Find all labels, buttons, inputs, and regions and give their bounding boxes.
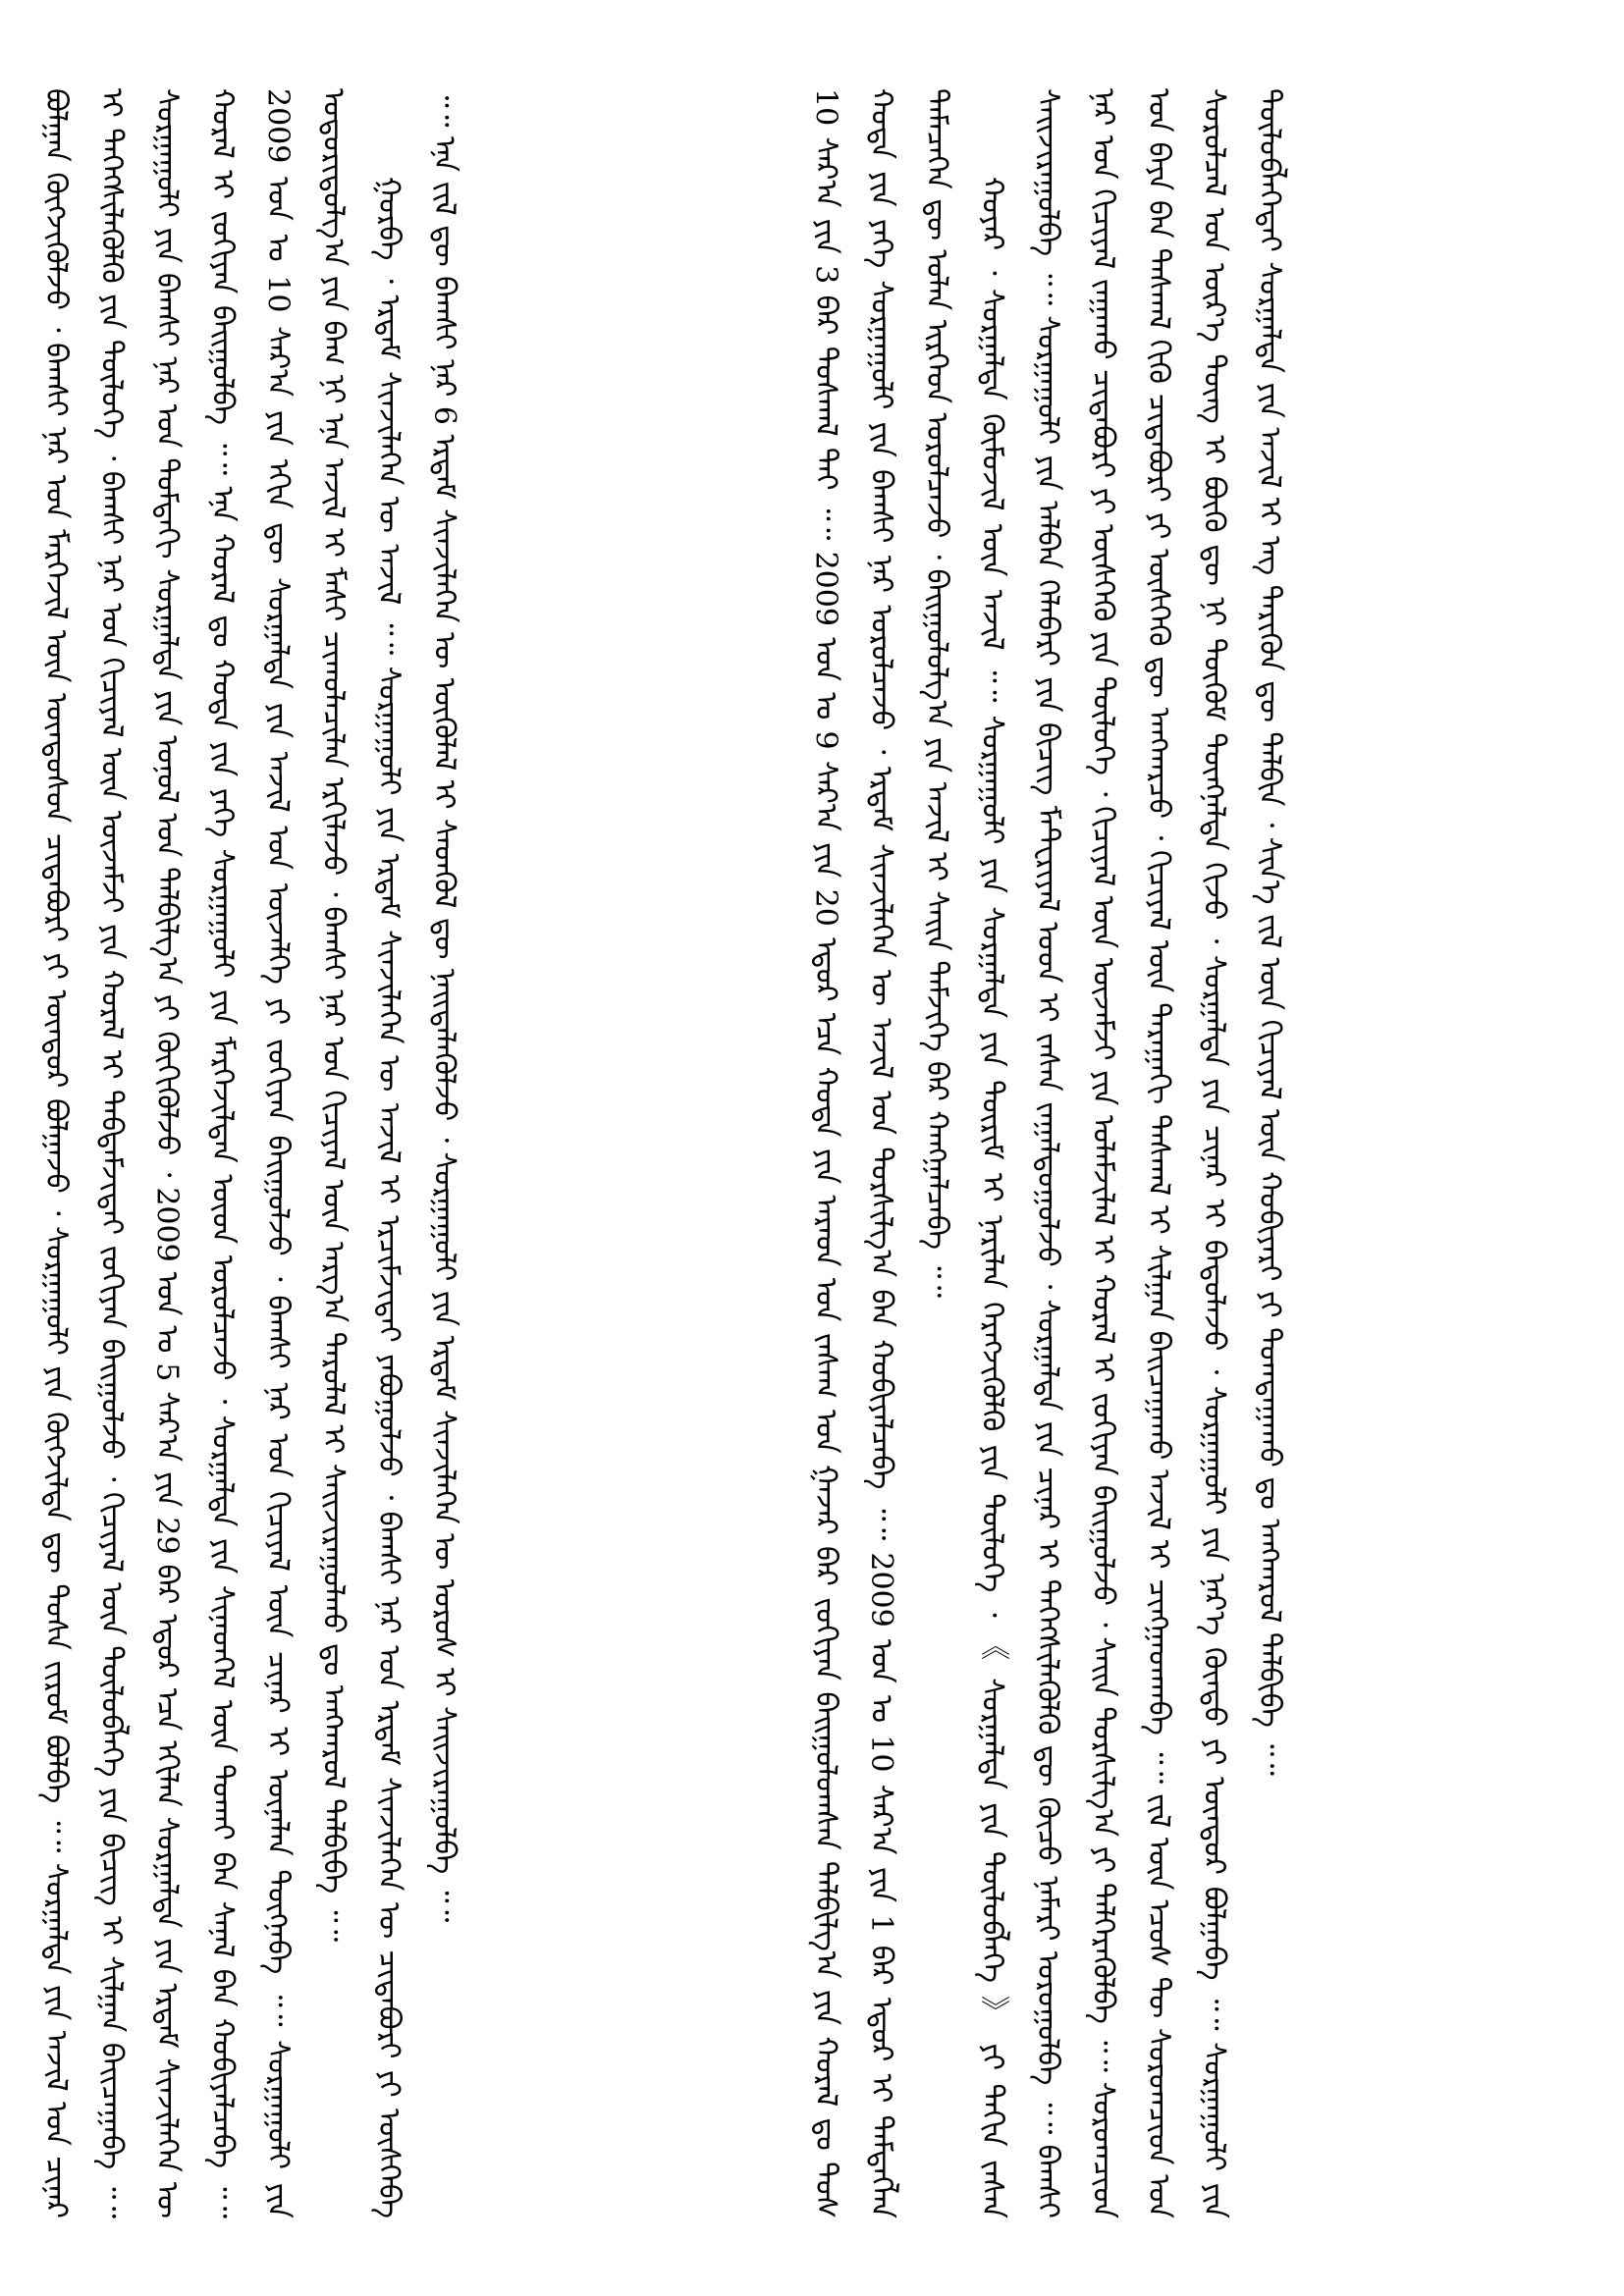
paragraph-left-2: ᠭᠤᠷᠪᠠ ᠂ ᠡᠷᠳᠡᠮ ᠰᠢᠨᠵᠢᠯᠡᠭᠡᠨ ᠦ ᠠᠵᠢᠯ ᠃᠃ ᠰᠤᠷᠭᠠᠭᠤᠯᠢ ᠶᠢᠨ ᠡᠷᠳᠡᠮ ᠰᠢᠨᠵᠢᠯᠡᠭᠡᠨ ᠦ ᠠᠵᠢᠯ ᠢ ᠡᠷᠴᠢᠮᠵᠢᠲᠡᠢ ᠶᠠᠪᠤᠭᠤᠯᠵᠤ ᠂ ᠪᠠᠭᠰᠢ ᠨᠠᠷ ᠤᠨ ᠡᠷᠳᠡᠮ ᠰᠢᠨᠵᠢᠯᠡᠭᠡᠨ ᠦ ᠴᠢᠳᠠᠪᠤᠷᠢ ᠶᠢ ᠥᠰᠬᠡᠪᠡ ᠃᠃ ᠡᠨᠡ ᠵᠢᠯ ᠳᠦ ᠪᠠᠭᠰᠢ ᠨᠠᠷ 6 ᠡᠷᠳᠡᠮ ᠰᠢᠨᠵᠢᠯᠡᠭᠡᠨ ᠦ ᠥᠭᠦᠯᠡᠯ ᠢ ᠰᠡᠳᠬᠦᠯ ᠳᠦ ᠨᠡᠢᠲᠡᠯᠡᠭᠦᠯᠵᠦ ᠂ ᠰᠤᠷᠭᠠᠭᠤᠯᠢ ᠶᠢᠨ ᠡᠷᠳᠡᠮ ᠰᠢᠨᠵᠢᠯᠡᠭᠡᠨ ᠦ ᠤᠷᠤᠰ ᠢ ᠰᠠᠢᠵᠢᠷᠠᠭᠤᠯᠪᠠ ᠃᠃ [371,88,461,2218]
text-column-right [797,88,1543,2218]
paragraph-left-1: ᠪᠣᠯᠭᠠᠨ ᠬᠥᠭᠵᠢᠭᠦᠯᠵᠦ ᠂ ᠪᠠᠭᠰᠢ ᠨᠠᠷ ᠤᠨ ᠮᠡᠷᠭᠡᠵᠢᠯ ᠦᠨ ᠦᠨᠳᠦᠰᠦᠨ ᠴᠢᠳᠠᠪᠤᠷᠢ ᠶᠢ ᠥᠨᠳᠦᠷ ᠪᠣᠯᠭᠠᠵᠤ ᠂ ᠰᠤᠷᠭᠠᠭᠤᠯᠢ ᠶᠢᠨ ᠬᠥᠭᠵᠢᠯᠲᠡ ᠳᠦ ᠲᠤᠰᠠ ᠵᠢᠷᠤᠮ ᠪᠣᠯᠪᠠ ᠃᠃ ᠰᠤᠷᠭᠠᠯᠲᠠ ᠶᠢᠨ ᠠᠵᠢᠯ ᠤᠨ ᠴᠢᠨᠠᠷ ᠢ ᠳᠡᠭᠡᠭᠰᠢᠯᠡᠭᠦᠯᠬᠦ ᠶᠢᠨ ᠲᠥᠯᠥᠭᠡ ᠂ ᠪᠠᠭᠰᠢ ᠨᠠᠷ ᠤᠨ ᠬᠢᠴᠢᠶᠡᠯ ᠦᠨ ᠦᠵᠡᠮᠵᠢ ᠶᠢᠨ ᠬᠤᠷᠠᠯ ᠢ ᠳᠠᠪᠲᠠᠮᠵᠢᠲᠠᠢ ᠵᠣᠬᠢᠶᠠᠨ ᠪᠠᠢᠭᠤᠯᠵᠤ ᠂ ᠬᠢᠴᠢᠶᠡᠯ ᠦᠨ ᠲᠥᠯᠥᠪᠯᠡᠭᠡ ᠶᠢᠨ ᠪᠢᠴᠢᠭ ᠢ ᠰᠢᠯᠭᠠᠨ ᠪᠠᠢᠴᠠᠭᠠᠪᠠ ᠃᠃ ᠰᠤᠷᠭᠠᠭᠤᠯᠢ ᠶᠢᠨ ᠪᠠᠭᠰᠢ ᠨᠠᠷ ᠤᠨ ᠳᠤᠮᠳᠠᠬᠢ ᠰᠤᠷᠭᠠᠯᠲᠠ ᠶᠢᠨ ᠣᠨᠤᠯ ᠤᠨ ᠲᠠᠯᠪᠢᠯᠭ᠎ᠠ ᠶᠢ ᠬᠥᠬᠢᠭᠦᠯᠵᠦ ᠂ 2009 ᠣᠨ ᠤ 5 ᠰᠠᠷ᠎ᠠ ᠶᠢᠨ 29 ᠪᠡᠷ ᠡᠳᠦᠷ ᠡᠴᠡ ᠡᠬᠢᠯᠡᠨ ᠰᠤᠷᠭᠠᠯᠲᠠ ᠶᠢᠨ ᠡᠷᠳᠡᠮ ᠰᠢᠨᠵᠢᠯᠡᠭᠡᠨ ᠦ ᠬᠤᠷᠠᠯ ᠢ ᠵᠣᠬᠢᠶᠠᠨ ᠪᠠᠢᠭᠤᠯᠪᠠ ᠃᠃ ᠡᠨᠡ ᠬᠤᠷᠠᠯ ᠳᠤ ᠬᠣᠲᠠ ᠶᠢᠨ ᠶᠡᠬᠡ ᠰᠤᠷᠭᠠᠭᠤᠯᠢ ᠶᠢᠨ ᠮᠡᠷᠭᠡᠵᠢᠯᠲᠡᠨ ᠦᠳ ᠣᠷᠤᠯᠴᠠᠵᠤ ᠂ ᠰᠤᠷᠭᠠᠯᠲᠠ ᠶᠢᠨ ᠰᠢᠨᠡᠳᠬᠡᠯ ᠦᠨ ᠲᠤᠬᠠᠢ ᠪᠠᠨ ᠰᠠᠨᠠᠯ ᠪᠠᠨ ᠬᠤᠪᠢᠶᠠᠯᠴᠠᠪᠠ ᠃᠃ 2009 ᠣᠨ ᠤ 10 ᠰᠠᠷ᠎ᠠ ᠶᠢᠨ ᠡᠬᠢᠨ ᠳᠦ ᠰᠤᠷᠭᠠᠯᠲᠠ ᠶᠢᠨ ᠠᠵᠢᠯ ᠤᠨ ᠦᠵᠡᠯᠭᠡ ᠶᠢ ᠵᠣᠬᠢᠶᠠᠨ ᠪᠠᠢᠭᠤᠯᠵᠤ ᠂ ᠪᠠᠭᠰᠢ ᠨᠠᠷ ᠤᠨ ᠬᠢᠴᠢᠶᠡᠯ ᠦᠨ ᠴᠢᠨᠠᠷ ᠢ ᠦᠨᠡᠯᠡᠨ ᠳᠦᠭᠨᠡᠪᠡ ᠃᠃ ᠰᠤᠷᠭᠠᠭᠤᠯᠢ ᠶᠢᠨ ᠤᠳᠤᠷᠢᠳᠤᠯᠭ᠎ᠠ ᠶᠢᠨ ᠪᠠᠭ ᠨᠢ ᠡᠨᠡ ᠠᠵᠢᠯ ᠢ ᠮᠠᠰᠢ ᠴᠢᠬᠤᠯᠠᠴᠢᠯᠠᠨ ᠡᠷᠬᠢᠯᠡᠵᠦ ᠂ ᠪᠠᠭᠰᠢ ᠨᠠᠷ ᠤᠨ ᠬᠢᠴᠢᠶᠡᠯ ᠦᠨ ᠠᠷᠭ᠎ᠠ ᠳᠠᠷᠤᠯᠠᠯ ᠢ ᠰᠠᠢᠵᠢᠷᠠᠭᠤᠯᠬᠤ ᠳᠤ ᠠᠩᠬᠠᠷᠤᠯ ᠲᠠᠯᠪᠢᠪᠠ ᠃᠃ [38,88,351,2218]
text-column-left [27,88,774,2218]
paragraph-right-1: 10 ᠰᠠᠷ᠎ᠠ ᠶᠢᠨ 3 ᠪᠡᠷ ᠳᠤᠰᠬᠠᠯ ᠲᠠᠢ ᠃᠃ 2009 ᠣᠨ ᠤ 9 ᠰᠠᠷ᠎ᠠ ᠶᠢᠨ 20 ᠡᠳᠦᠷ ᠡᠴᠡ ᠬᠣᠲᠠ ᠶᠢᠨ ᠠᠷᠠᠳ ᠤᠨ ᠵᠠᠰᠠᠭ ᠤᠨ ᠭᠠᠵᠠᠷ ᠪᠠᠷ ᠵᠣᠬᠢᠶᠠᠨ ᠪᠠᠢᠭᠤᠯᠤᠭᠰᠠᠨ ᠲᠠᠯᠪᠢᠯᠭ᠎ᠠ ᠶᠢᠨ ᠬᠤᠷᠠᠯ ᠳᠤ ᠲᠤᠰ ᠬᠣᠲᠠ ᠶᠢᠨ ᠶᠡᠬᠡ ᠰᠤᠷᠭᠠᠭᠤᠯᠢ ᠶᠢᠨ ᠪᠠᠭᠰᠢ ᠨᠠᠷ ᠣᠷᠤᠯᠴᠠᠵᠤ ᠂ ᠡᠷᠳᠡᠮ ᠰᠢᠨᠵᠢᠯᠡᠭᠡᠨ ᠦ ᠠᠵᠢᠯ ᠤᠨ ᠲᠤᠷᠰᠢᠯᠭ᠎ᠠ ᠪᠠᠨ ᠬᠤᠪᠢᠶᠠᠯᠴᠠᠪᠠ ᠃᠃ 2009 ᠣᠨ ᠤ 10 ᠰᠠᠷ᠎ᠠ ᠶᠢᠨ 1 ᠪᠡᠷ ᠡᠳᠦᠷ ᠢ ᠲᠡᠮᠳᠡᠭᠯᠡᠨ ᠲᠡᠮᠡᠴᠡᠭᠡᠨ ᠳᠦ ᠣᠯᠠᠨ ᠢᠷᠭᠡᠳ ᠣᠷᠤᠯᠴᠠᠵᠤ ᠂ ᠪᠠᠢᠭᠤᠯᠤᠯᠭ᠎ᠠ ᠶᠢᠨ ᠠᠵᠢᠯ ᠢ ᠰᠠᠢᠨ ᠳᠡᠮᠵᠢᠭᠡ ᠪᠡᠷ ᠬᠠᠩᠭᠠᠯᠴᠠᠪᠠ ᠃᠃ [808,88,954,2218]
paragraph-right-2: ᠬᠣᠶᠠᠷ ᠂ ᠰᠤᠷᠭᠠᠯᠲᠠ ᠬᠦᠮᠦᠵᠢᠯ ᠦᠨ ᠠᠵᠢᠯ ᠃᠃ ᠰᠤᠷᠭᠠᠭᠤᠯᠢ ᠶᠢᠨ ᠰᠤᠷᠭᠠᠯᠲᠠ ᠶᠢᠨ ᠳᠦᠷᠢᠮ ᠢ ᠨᠠᠷᠢᠯᠠᠨ ᠬᠡᠷᠡᠭᠵᠢᠭᠦᠯᠬᠦ ᠶᠢᠨ ᠲᠥᠯᠥᠭᠡ ᠂ 《 ᠰᠤᠷᠭᠠᠯᠲᠠ ᠶᠢᠨ ᠲᠥᠯᠥᠪᠯᠡᠭᠡ 》 ᠶᠢ ᠳᠠᠬᠢᠨ ᠵᠠᠰᠠᠨ ᠰᠠᠢᠵᠢᠷᠠᠭᠤᠯᠪᠠ ᠃᠃ ᠰᠤᠷᠭᠠᠭᠤᠯᠢ ᠶᠢᠨ ᠠᠯᠪᠠᠨ ᠬᠡᠯᠡᠪᠡᠷᠢ ᠶᠢᠨ ᠪᠢᠴᠢᠭ ᠮᠠᠲ᠋ᠧᠷᠢᠶᠠᠯ ᠤᠳ ᠢ ᠵᠠᠰᠠᠨ ᠵᠠᠭᠠᠯᠳᠤᠭᠤᠯᠵᠤ ᠂ ᠰᠤᠷᠭᠠᠯᠲᠠ ᠶᠢᠨ ᠴᠢᠨᠠᠷ ᠢ ᠳᠡᠭᠡᠭᠰᠢᠯᠡᠭᠦᠯᠬᠦ ᠳᠦ ᠬᠦᠴᠦ ᠨᠡᠮᠡᠷᠢ ᠣᠷᠤᠭᠤᠯᠪᠠ ᠃᠃ ᠪᠠᠭᠰᠢ ᠨᠠᠷ ᠤᠨ ᠬᠢᠴᠢᠶᠡᠯ ᠵᠠᠭᠠᠬᠤ ᠴᠢᠳᠠᠪᠤᠷᠢ ᠶᠢ ᠥᠰᠬᠡᠬᠦ ᠶᠢᠨ ᠲᠥᠯᠥᠭᠡ ᠂ ᠬᠢᠴᠢᠶᠡᠯ ᠦᠨ ᠦᠵᠡᠮᠵᠢ ᠶᠢᠨ ᠤᠯᠠᠮᠵᠢᠯᠠᠯ ᠢ ᠬᠤᠷᠠᠯ ᠢ ᠵᠣᠬᠢᠶᠠᠨ ᠪᠠᠢᠭᠤᠯᠵᠤ ᠂ ᠰᠠᠢᠨ ᠲᠤᠷᠰᠢᠯᠭ᠎ᠠ ᠶᠢ ᠳᠡᠯᠭᠡᠷᠡᠭᠦᠯᠪᠡ ᠃᠃ ᠰᠤᠷᠤᠭᠴᠢᠳ ᠤᠨ ᠪᠡᠶᠡ ᠪᠡᠨ ᠳᠠᠰᠬᠠᠯ ᠬᠢᠬᠦ ᠴᠢᠳᠠᠪᠤᠷᠢ ᠶᠢ ᠥᠰᠬᠡᠬᠦ ᠳᠦ ᠠᠨᠭᠬᠠᠷᠴᠤ ᠂ ᠬᠢᠴᠢᠶᠡᠯ ᠦᠨ ᠳᠠᠷᠠᠭᠠᠬᠢ ᠳᠠᠰᠬᠠᠯ ᠢ ᠰᠢᠯᠭᠠᠨ ᠪᠠᠢᠴᠠᠭᠠᠬᠤ ᠠᠵᠢᠯ ᠢ ᠴᠢᠩᠭᠠᠳᠬᠠᠪᠠ ᠃᠃ ᠵᠢᠯ ᠦᠨ ᠡᠴᠦᠰ ᠲᠦ ᠰᠤᠷᠤᠭᠴᠢᠳ ᠤᠨ ᠰᠤᠷᠤᠯᠴᠠᠯ ᠤᠨ ᠦᠷ᠎ᠡ ᠳᠦᠩ ᠢ ᠪᠦᠬᠦ ᠳᠦ ᠨᠢ ᠳᠦᠭᠦᠮ ᠳᠦᠩᠨᠡᠯᠲᠡ ᠬᠢᠵᠦ ᠂ ᠰᠤᠷᠭᠠᠯᠲᠠ ᠶᠢᠨ ᠴᠢᠨᠠᠷ ᠢ ᠪᠠᠲᠤᠯᠠᠵᠤ ᠂ ᠰᠤᠷᠭᠠᠭᠤᠯᠢ ᠶᠢᠨ ᠨᠡᠷ᠎ᠡ ᠬᠦᠨᠳᠦ ᠶᠢ ᠥᠨᠳᠦᠷ ᠪᠣᠯᠭᠠᠪᠠ ᠃᠃ ᠰᠤᠷᠭᠠᠭᠤᠯᠢ ᠶᠢᠨ ᠲᠥᠯᠥᠪᠯᠡᠭᠡᠲᠡᠢ ᠰᠤᠷᠭᠠᠯᠲᠠ ᠶᠢᠨ ᠠᠵᠢᠯ ᠢ ᠡᠩ ᠲᠡᠷᠢᠭᠦᠨ ᠳᠦ ᠲᠠᠯᠪᠢᠨ ᠂ ᠰᠢᠨ᠎ᠡ ᠵᠢᠯ ᠦᠨ ᠬᠢᠴᠢᠶᠡᠯ ᠦᠨ ᠬᠤᠪᠢᠶᠠᠷᠢ ᠶᠢ ᠲᠣᠭᠲᠠᠭᠠᠬᠤ ᠳᠤ ᠠᠩᠬᠠᠷᠤᠯ ᠲᠠᠯᠪᠢᠪᠠ ᠃᠃ [975,88,1287,2218]
